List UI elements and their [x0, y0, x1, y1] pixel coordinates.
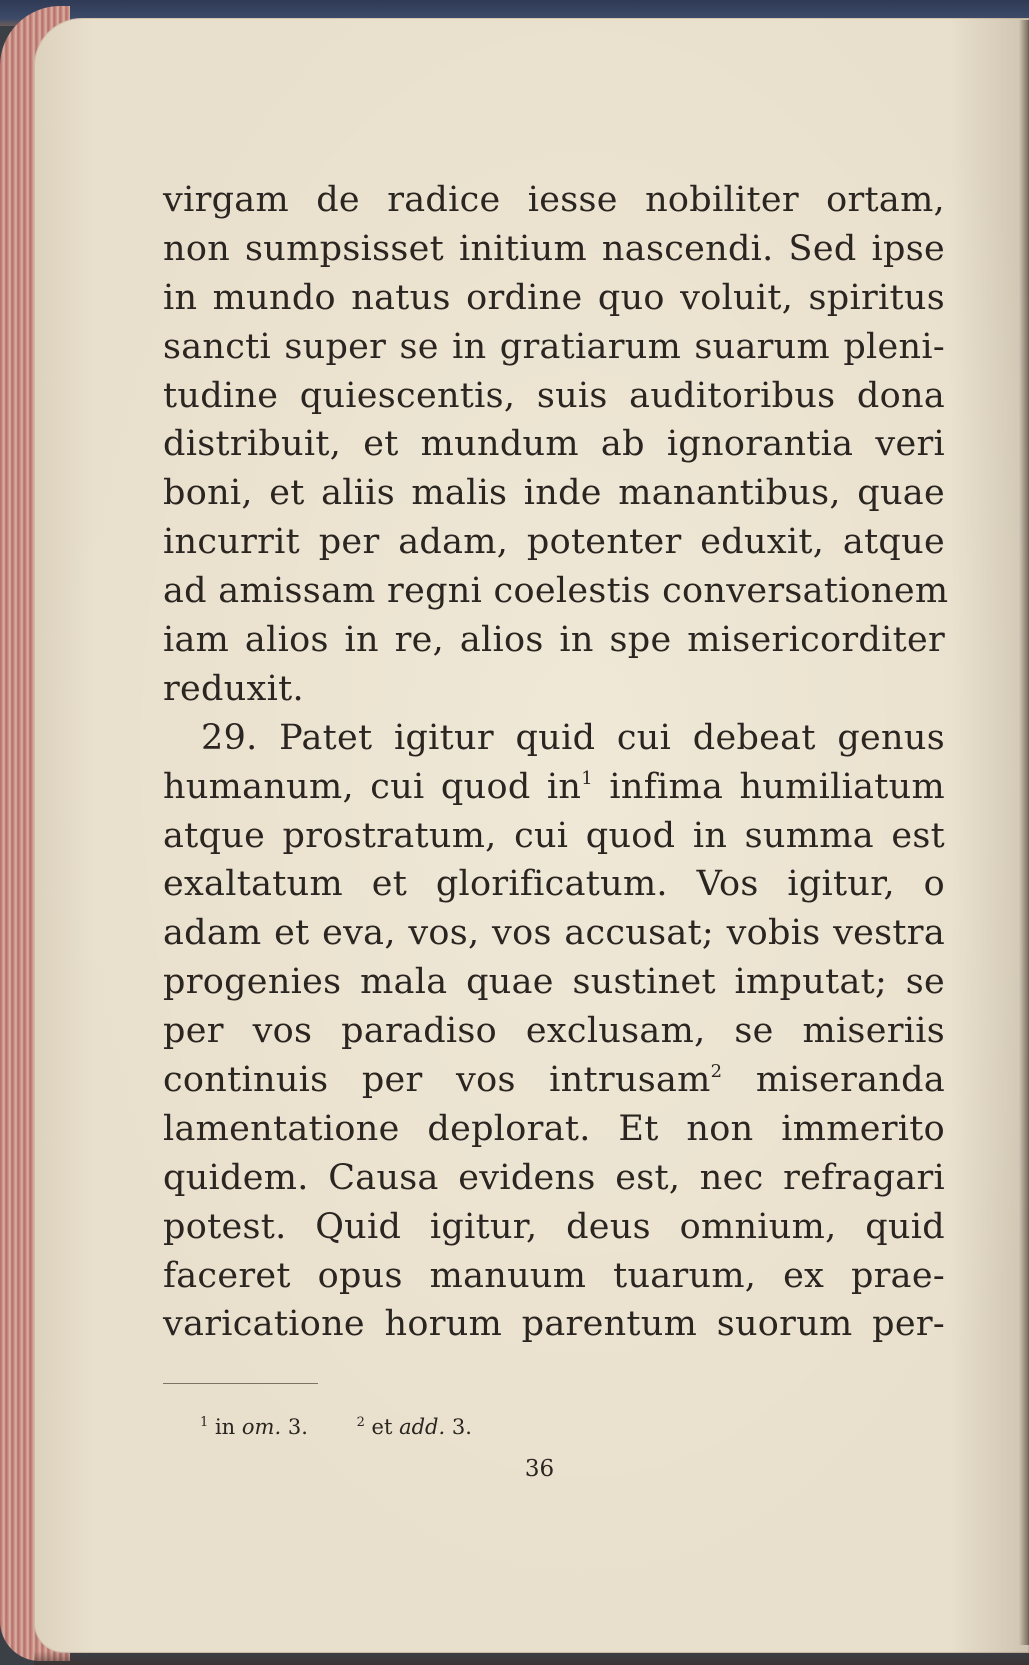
footnote-italic: om.	[241, 1415, 282, 1439]
line-part: continuis per vos intrusam	[163, 1060, 711, 1101]
text-line: progenies mala quae sustinet imputat; se	[163, 962, 945, 1003]
text-line: quidem. Causa evidens est, nec refragari	[163, 1157, 945, 1198]
footnote-text: et	[371, 1415, 393, 1439]
text-line: tudine quiescentis, suis auditoribus dona	[163, 375, 945, 416]
footnote-ref: 3.	[287, 1415, 308, 1439]
text-line: potest. Quid igitur, deus omnium, quid	[163, 1206, 945, 1247]
text-line: varicatione horum parentum suorum per-	[163, 1304, 945, 1345]
text-line-with-footnote	[163, 1056, 945, 1105]
body-text	[163, 176, 949, 1349]
binding-shadow	[1019, 20, 1029, 1645]
text-line: iam alios in re, alios in spe misericorditer	[163, 620, 945, 661]
footnote-ref: 3.	[451, 1415, 472, 1439]
text-line: faceret opus manuum tuarum, ex prae-	[163, 1255, 945, 1296]
text-line: atque prostratum, cui quod in summa est	[163, 815, 945, 856]
footnote-marker-1: 1	[581, 767, 593, 789]
text-line: in mundo natus ordine quo voluit, spiritus	[163, 277, 945, 318]
footnote-2	[357, 1415, 472, 1439]
text-line: non sumpsisset initium nascendi. Sed ipse	[163, 228, 945, 269]
line-part: miseranda	[755, 1060, 945, 1101]
text-line: exaltatum et glorificatum. Vos igitur, o	[163, 864, 945, 905]
text-line: incurrit per adam, potenter eduxit, atque	[163, 522, 945, 563]
text-line: sancti super se in gratiarum suarum pleni-	[163, 326, 945, 367]
text-line: ad amissam regni coelestis conversationem	[163, 571, 949, 612]
footnote-1	[200, 1415, 308, 1439]
footnote-marker-2: 2	[710, 1061, 723, 1083]
text-line: boni, et aliis malis inde manantibus, quae	[163, 473, 945, 514]
page-number: 36	[524, 1456, 555, 1482]
text-line: virgam de radice iesse nobiliter ortam,	[163, 180, 945, 220]
text-line: reduxit.	[163, 668, 304, 709]
footnote-mark: 1	[200, 1415, 209, 1430]
bottom-edge-shadow	[34, 1651, 1029, 1665]
text-line: adam et eva, vos, vos accusat; vobis vestra	[163, 913, 945, 954]
footnote-mark: 2	[356, 1415, 365, 1430]
text-line: per vos paradiso exclusam, se miseriis	[163, 1011, 945, 1052]
text-line-with-footnote	[163, 763, 945, 812]
footnote-italic: add.	[399, 1415, 446, 1439]
paragraph-start-line: 29. Patet igitur quid cui debeat genus	[201, 717, 945, 758]
footnotes	[200, 1415, 514, 1439]
line-part: humanum, cui quod in	[163, 766, 582, 807]
text-line: lamentatione deplorat. Et non immerito	[163, 1108, 945, 1149]
footnote-separator	[163, 1383, 318, 1384]
text-line: distribuit, et mundum ab ignorantia veri	[163, 424, 945, 465]
line-part: infima humiliatum	[609, 766, 945, 807]
footnote-text: in	[214, 1415, 236, 1439]
